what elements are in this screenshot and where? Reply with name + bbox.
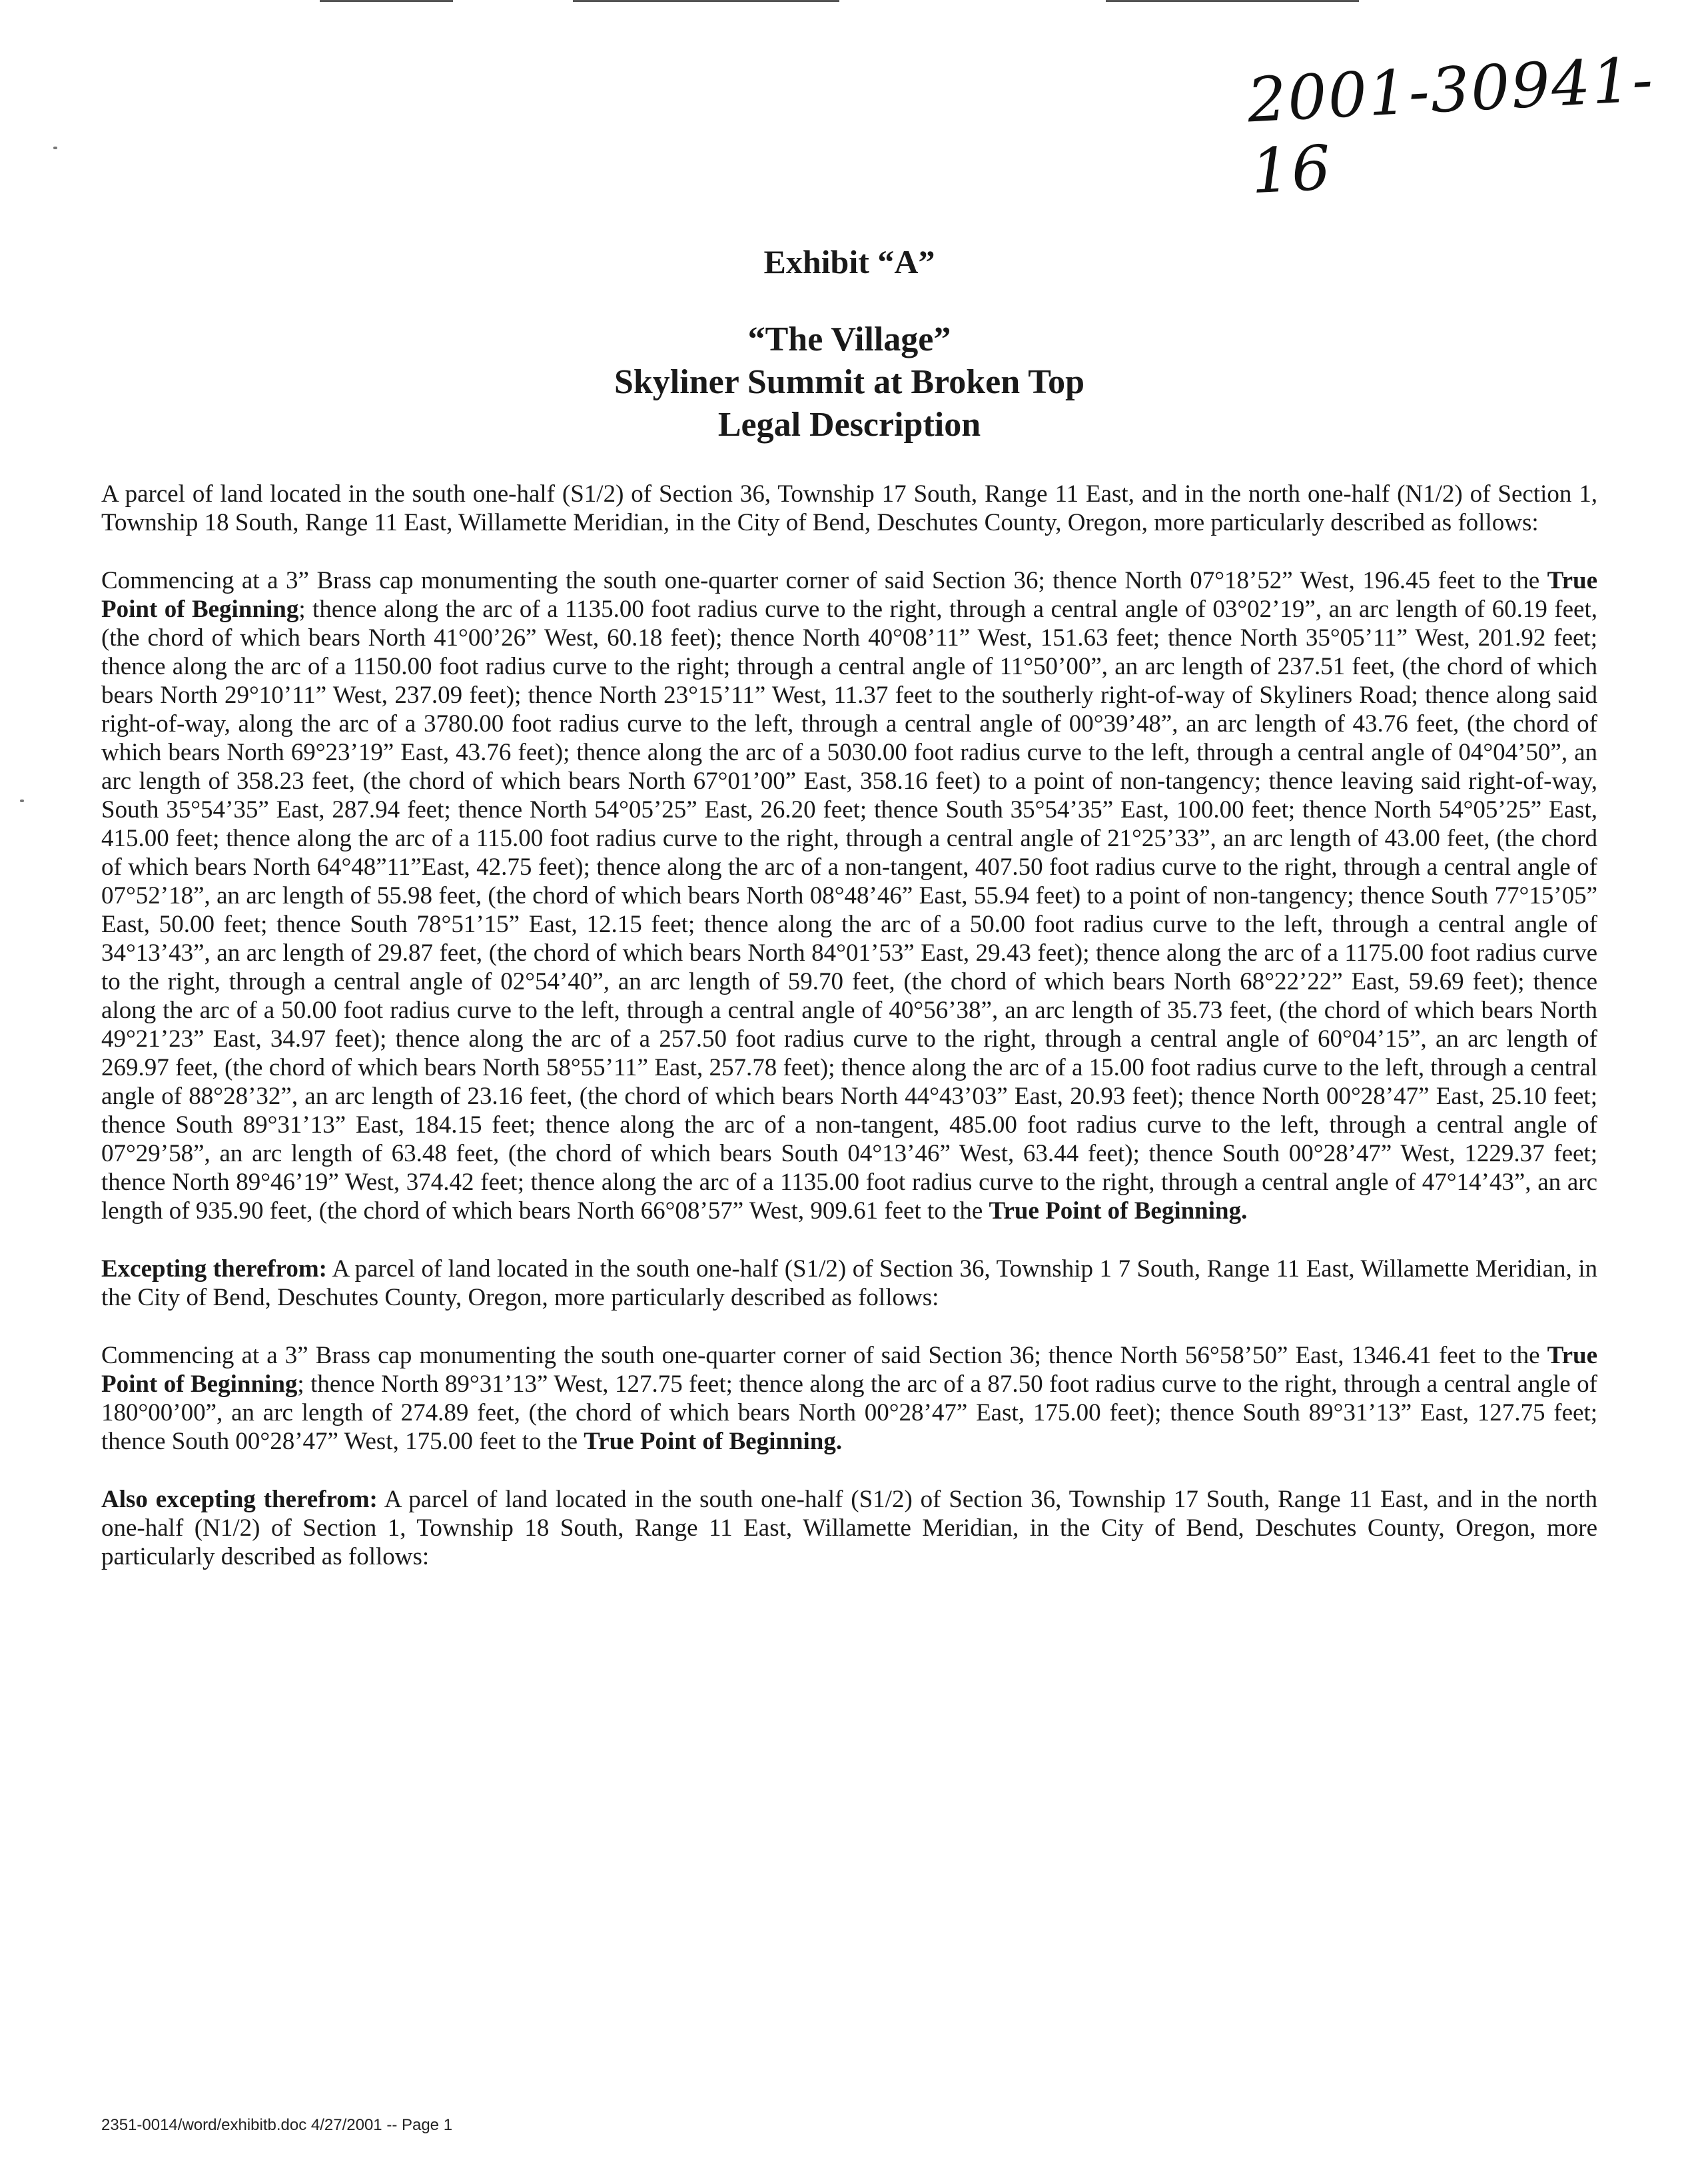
metes-and-bounds-text: ; thence along the arc of a 1135.00 foot radius curve to the right, through a central angle of 03°02’19”, an arc length of 60.19 feet, (the chord of which bears North 41°00’26” West, 60.18 feet); thence North 40°08’11” West, 151.63 feet; thence North 35°05’11” West, 201.92 feet; thence along the arc of a 1150.00 foot radius curve to the right; through a central angle of 11°50’00”, an arc length of 237.51 feet, (the chord of which bears North 29°10’11” West, 237.09 feet); thence North 23°15’11” West, 11.37 feet to the southerly right-of-way of Skyliners Road; thence along said right-of-way, along the arc of a 3780.00 foot radius curve to the left, through a central angle of 00°39’48”, an arc length of 43.76 feet, (the chord of which bears North 69°23’19” East, 43.76 feet); thence along the arc of a 5030.00 foot radius curve to the left, through a central angle of 04°04’50”, an arc length of 358.23 feet, (the chord of which bears North 67°01’00” East, 358.16 feet) to a point of non-tangency; thence leaving said right-of-way, South 35°54’35” East, 287.94 feet; thence North 54°05’25” East, 26.20 feet; thence South 35°54’35” East, 100.00 feet; thence North 54°05’25” East, 415.00 feet; thence along the arc of a 115.00 foot radius curve to the right, through a central angle of 21°25’33”, an arc length of 43.00 feet, (the chord of which bears North 64°48”11”East, 42.75 feet); thence along the arc of a non-tangent, 407.50 foot radius curve to the right, through a central angle of 07°52’18”, an arc length of 55.98 feet, (the chord of which bears North 08°48’46” East, 55.94 feet) to a point of non-tangency; thence South 77°15’05” East, 50.00 feet; thence South 78°51’15” East, 12.15 feet; thence along the arc of a 50.00 foot radius curve to the left, through a central angle of 34°13’43”, an arc length of 29.87 feet, (the chord of which bears North 84°01’53” East, 29.43 feet); thence along the arc of a 1175.00 foot radius curve to the right, through a central angle of 02°54’40”, an arc length of 59.70 feet, (the chord of which bears North 68°22’22” East, 59.69 feet); thence along the arc of a 50.00 foot radius curve to the left, through a central angle of 40°56’38”, an arc length of 35.73 feet, (the chord of which bears North 49°21’23” East, 34.97 feet); thence along the arc of a 257.50 foot radius curve to the right, through a central angle of 60°04’15”, an arc length of 269.97 feet, (the chord of which bears North 58°55’11” East, 257.78 feet); thence along the arc of a 15.00 foot radius curve to the left, through a central angle of 88°28’32”, an arc length of 23.16 feet, (the chord of which bears North 44°43’03” East, 20.93 feet); thence North 00°28’47” East, 25.10 feet; thence South 89°31’13” East, 184.15 feet; thence along the arc of a non-tangent, 485.00 foot radius curve to the left, through a central angle of 07°29’58”, an arc length of 63.48 feet, (the chord of which bears South 04°13’46” West, 63.44 feet); thence South 00°28’47” West, 1229.37 feet; thence North 89°46’19” West, 374.42 feet; thence along the arc of a 1135.00 foot radius curve to the right, through a central angle of 47°14’43”, an arc length of 935.90 feet, (the chord of which bears North 66°08’57” West, 909.61 feet to the [101, 596, 1598, 1225]
document-footer: 2351-0014/word/exhibitb.doc 4/27/2001 -- Page 1 [101, 2116, 453, 2134]
excepting-text: A parcel of land located in the south one-half (S1/2) of Section 36, Township 1 7 South, Range 11 East, Willamette Meridian, in the City of Bend, Deschutes County, Oregon, more particularly described as follows: [101, 1255, 1598, 1311]
also-excepting-paragraph [101, 1485, 1597, 1571]
legal-description-title: Legal Description [717, 406, 981, 444]
excepting-label: Excepting therefrom: [101, 1255, 327, 1283]
commencing-text: Commencing at a 3” Brass cap monumenting the south one-quarter corner of said Section 36; thence North 07°18’52” West, 196.45 feet to the [101, 567, 1547, 594]
scan-artifact-line [320, 0, 453, 2]
exception-true-point-of-beginning-end: True Point of Beginning. [584, 1428, 843, 1455]
scan-artifact-line [1106, 0, 1359, 2]
project-title: Skyliner Summit at Broken Top [614, 363, 1085, 401]
scan-speck [20, 800, 24, 802]
exception-commencing-text: Commencing at a 3” Brass cap monumenting the south one-quarter corner of said Section 36; thence North 56°58’50” East, 1346.41 feet to the [101, 1342, 1547, 1369]
true-point-of-beginning: True Point of Beginning [101, 567, 1597, 623]
document-headings [101, 240, 1597, 446]
scan-speck [53, 147, 57, 149]
document-body [101, 227, 1597, 1600]
exception-true-point-of-beginning: True Point of Beginning [101, 1342, 1597, 1398]
handwritten-document-number: 2001-30941-16 [1245, 43, 1656, 208]
exception-commencing-paragraph [101, 1341, 1597, 1456]
scan-artifact-line [573, 0, 839, 2]
village-title: “The Village” [747, 320, 951, 358]
parcel-intro-paragraph: A parcel of land located in the south one-half (S1/2) of Section 36, Township 17 South, Range 11 East, and in the north one-half (N1/2) of Section 1, Township 18 South, Range 11 East, Willamette Meridian, in the City of Bend, Deschutes County, Oregon, more particularly described as follows: [101, 480, 1597, 536]
exception-bounds-text: ; thence North 89°31’13” West, 127.75 feet; thence along the arc of a 87.50 foot radius curve to the right, through a central angle of 180°00’00”, an arc length of 274.89 feet, (the chord of which bears North 00°28’47” East, 175.00 feet); thence South 89°31’13” East, 127.75 feet; thence South 00°28’47” West, 175.00 feet to the [101, 1370, 1598, 1455]
exhibit-title: Exhibit “A” [763, 243, 935, 280]
excepting-paragraph [101, 1255, 1597, 1312]
commencing-paragraph [101, 566, 1597, 1225]
also-excepting-text: A parcel of land located in the south one-half (S1/2) of Section 36, Township 17 South, Range 11 East, and in the north one-half (N1/2) of Section 1, Township 18 South, Range 11 East, Willamette Meridian, in the City of Bend, Deschutes County, Oregon, more particularly described as follows: [101, 1486, 1597, 1570]
true-point-of-beginning-end: True Point of Beginning. [989, 1197, 1248, 1225]
also-excepting-label: Also excepting therefrom: [101, 1486, 378, 1513]
